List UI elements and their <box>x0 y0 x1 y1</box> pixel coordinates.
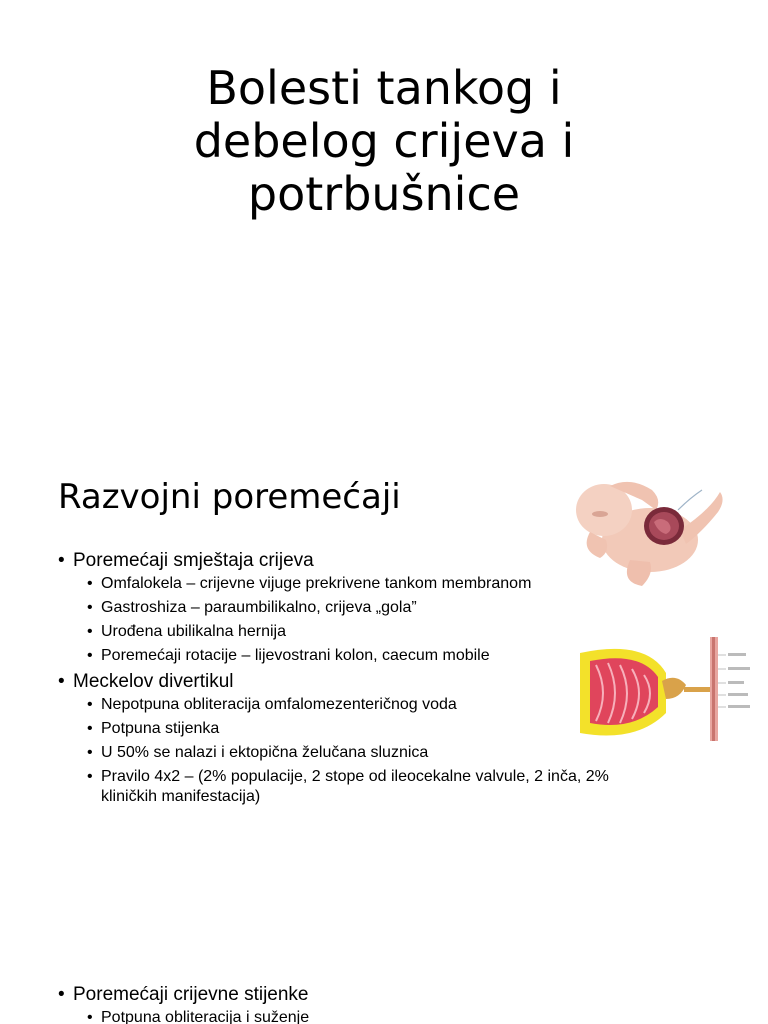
sub-bullet-list <box>73 1008 658 1024</box>
title-line: potrbušnice <box>247 167 521 221</box>
list-item: • Nepotpuna obliteracija omfalomezenteričnog voda <box>87 695 658 715</box>
slide-intestinal-wall-disorders <box>0 960 768 1024</box>
bullet-list <box>58 983 658 1024</box>
list-item: • Poremećaji rotacije – lijevostrani kolon, caecum mobile <box>87 646 658 666</box>
list-item: • Potpuna obliteracija i suženje <box>87 1008 658 1024</box>
title-line: debelog crijeva i <box>193 114 575 168</box>
list-item <box>58 983 658 1024</box>
title-line: Bolesti tankog i <box>206 61 562 115</box>
bullet-text: Meckelov divertikul <box>73 671 234 692</box>
slide-heading: Razvojni poremećaji <box>58 477 401 517</box>
meckel-diverticulum-illustration <box>576 633 756 743</box>
presentation-title <box>134 62 634 221</box>
list-item <box>58 670 658 807</box>
bullet-list <box>58 549 658 811</box>
bullet-text: Poremećaji crijevne stijenke <box>73 984 309 1005</box>
sub-bullet-list <box>73 574 658 666</box>
slide-title <box>0 0 768 430</box>
list-item: • Urođena ubilikalna hernija <box>87 622 658 642</box>
list-item: • Pravilo 4x2 – (2% populacije, 2 stope od ileocekalne valvule, 2 inča, 2% kliničkih manifestacija) <box>87 767 658 807</box>
list-item: • Omfalokela – crijevne vijuge prekrivene tankom membranom <box>87 574 658 594</box>
bullet-text: Poremećaji smještaja crijeva <box>73 550 314 571</box>
list-item: • U 50% se nalazi i ektopična želučana sluznica <box>87 743 658 763</box>
sub-bullet-list <box>73 695 658 807</box>
list-item <box>58 549 658 666</box>
list-item: • Potpuna stijenka <box>87 719 658 739</box>
list-item: • Gastroshiza – paraumbilikalno, crijeva „gola” <box>87 598 658 618</box>
slide-developmental-disorders <box>0 430 768 960</box>
